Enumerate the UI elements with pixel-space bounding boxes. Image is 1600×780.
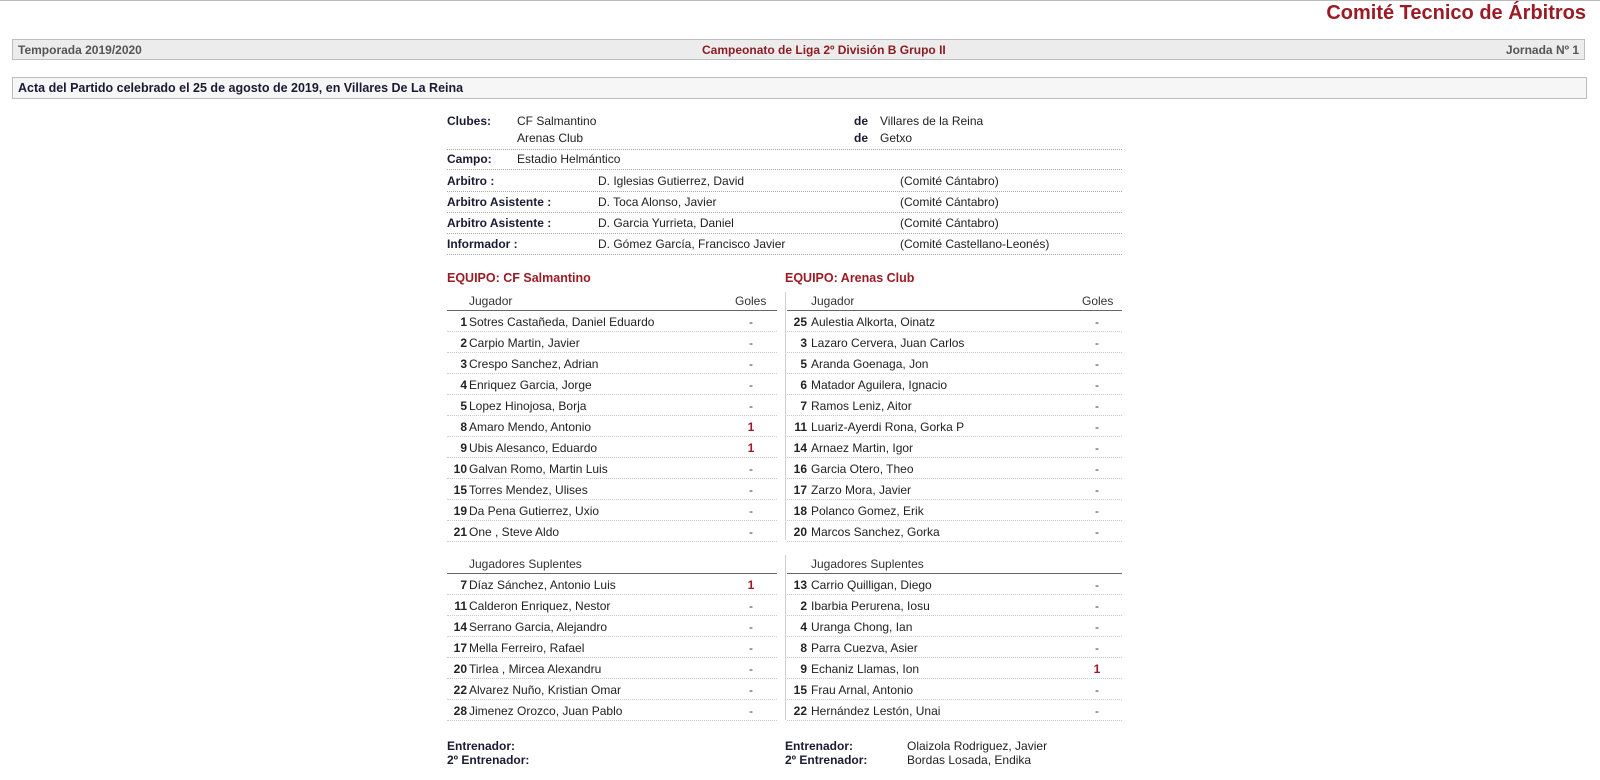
player-number: 8: [460, 420, 467, 434]
player-number: 13: [793, 578, 807, 592]
player-row: [447, 679, 777, 700]
player-name: Serrano Garcia, Alejandro: [469, 620, 608, 634]
col-player-header: Jugador: [469, 294, 513, 308]
player-goals: -: [1095, 420, 1099, 434]
acta-bar: [12, 77, 1587, 99]
home-coach-label: Entrenador:: [447, 739, 516, 753]
player-number: 4: [800, 620, 807, 634]
official-committee: (Comité Cántabro): [900, 216, 999, 230]
player-name: Tirlea , Mircea Alexandru: [469, 662, 602, 676]
player-name: Da Pena Gutierrez, Uxio: [469, 504, 600, 518]
player-goals: -: [1095, 704, 1099, 718]
col-player-header: Jugador: [811, 294, 855, 308]
player-number: 2: [800, 599, 807, 613]
season-label: Temporada 2019/2020: [18, 42, 142, 57]
player-row: [787, 700, 1122, 721]
player-row: [787, 679, 1122, 700]
player-row: [447, 500, 777, 521]
player-goals: -: [749, 336, 753, 350]
player-goals: -: [749, 378, 753, 392]
player-goals: -: [1095, 336, 1099, 350]
player-row: [447, 595, 777, 616]
player-goals: 1: [747, 420, 755, 434]
player-number: 3: [460, 357, 467, 371]
championship-label: Campeonato de Liga 2º División B Grupo II: [702, 42, 946, 57]
subs-header: Jugadores Suplentes: [811, 557, 924, 571]
player-goals: -: [1095, 641, 1099, 655]
player-name: Arnaez Martin, Igor: [811, 441, 914, 455]
player-name: Parra Cuezva, Asier: [811, 641, 918, 655]
away-subs-table: [787, 553, 1122, 721]
player-name: Carpio Martin, Javier: [469, 336, 580, 350]
player-goals: -: [1095, 315, 1099, 329]
away-coach2-value: Bordas Losada, Endika: [907, 753, 1032, 767]
away-club-city: Getxo: [880, 131, 913, 145]
player-name: Calderon Enriquez, Nestor: [469, 599, 611, 613]
player-number: 11: [454, 599, 467, 613]
player-name: Torres Mendez, Ulises: [469, 483, 588, 497]
player-number: 25: [793, 315, 807, 329]
away-club-name: Arenas Club: [517, 131, 584, 145]
official-name: D. Toca Alonso, Javier: [598, 195, 717, 209]
player-row: [787, 658, 1122, 679]
clubs-label: Clubes:: [447, 114, 492, 128]
table-header: [447, 290, 777, 311]
player-number: 11: [794, 420, 807, 434]
home-club-de-label: de: [854, 114, 869, 128]
player-goals: -: [1095, 599, 1099, 613]
player-goals: -: [749, 504, 753, 518]
player-row: [447, 574, 777, 595]
player-name: Ramos Leniz, Aitor: [811, 399, 912, 413]
player-name: Matador Aguilera, Ignacio: [811, 378, 948, 392]
player-number: 7: [800, 399, 807, 413]
official-committee: (Comité Cántabro): [900, 174, 999, 188]
player-number: 22: [453, 683, 467, 697]
player-name: Carrio Quilligan, Diego: [811, 578, 932, 592]
player-number: 6: [800, 378, 807, 392]
player-number: 5: [460, 399, 467, 413]
player-goals: -: [749, 599, 753, 613]
divider: [447, 233, 1122, 234]
away-starters-rows: [787, 311, 1122, 542]
player-name: Aulestia Alkorta, Oinatz: [811, 315, 936, 329]
player-number: 20: [453, 662, 467, 676]
player-number: 9: [800, 662, 807, 676]
column-separator: [785, 555, 786, 720]
player-name: Ubis Alesanco, Eduardo: [469, 441, 598, 455]
player-number: 17: [793, 483, 807, 497]
player-goals: -: [749, 399, 753, 413]
player-number: 18: [793, 504, 807, 518]
away-starters-table: [787, 290, 1122, 542]
player-number: 3: [800, 336, 807, 350]
player-number: 19: [453, 504, 467, 518]
player-name: Jimenez Orozco, Juan Pablo: [469, 704, 623, 718]
round-label: Jornada Nº 1: [1505, 42, 1579, 57]
player-goals: -: [1095, 620, 1099, 634]
player-name: Frau Arnal, Antonio: [811, 683, 914, 697]
player-name: Polanco Gomez, Erik: [811, 504, 924, 518]
player-row: [787, 595, 1122, 616]
player-row: [787, 353, 1122, 374]
player-row: [447, 374, 777, 395]
home-starters-table: [447, 290, 777, 542]
away-coach-value: Olaizola Rodriguez, Javier: [907, 739, 1048, 753]
player-row: [787, 479, 1122, 500]
home-club-city: Villares de la Reina: [880, 114, 984, 128]
player-goals: -: [749, 315, 753, 329]
player-number: 2: [460, 336, 467, 350]
player-name: One , Steve Aldo: [469, 525, 560, 539]
player-row: [787, 416, 1122, 437]
player-row: [787, 395, 1122, 416]
player-row: [447, 479, 777, 500]
player-name: Aranda Goenaga, Jon: [811, 357, 929, 371]
player-name: Amaro Mendo, Antonio: [469, 420, 592, 434]
official-committee: (Comité Castellano-Leonés): [900, 237, 1050, 251]
player-row: [787, 616, 1122, 637]
away-team-header: EQUIPO: Arenas Club: [785, 271, 915, 285]
player-row: [787, 311, 1122, 332]
player-goals: -: [1095, 683, 1099, 697]
player-name: Lopez Hinojosa, Borja: [469, 399, 587, 413]
home-starters-rows: [447, 311, 777, 542]
acta-text: Acta del Partido celebrado el 25 de agosto de 2019, en Villares De La Reina: [18, 81, 464, 95]
player-number: 22: [793, 704, 807, 718]
divider: [447, 254, 1122, 255]
player-number: 20: [793, 525, 807, 539]
player-goals: -: [1095, 399, 1099, 413]
player-row: [447, 416, 777, 437]
player-name: Galvan Romo, Martin Luis: [469, 462, 608, 476]
official-name: D. Gómez García, Francisco Javier: [598, 237, 786, 251]
away-coach2-label: 2º Entrenador:: [785, 753, 868, 767]
player-row: [447, 395, 777, 416]
home-team-header: EQUIPO: CF Salmantino: [447, 271, 591, 285]
col-goals-header: Goles: [735, 294, 767, 308]
home-subs-table: [447, 553, 777, 721]
player-number: 5: [800, 357, 807, 371]
player-goals: -: [1095, 525, 1099, 539]
away-subs-rows: [787, 574, 1122, 721]
player-goals: 1: [747, 441, 755, 455]
player-name: Marcos Sanchez, Gorka: [811, 525, 940, 539]
player-name: Zarzo Mora, Javier: [811, 483, 912, 497]
player-name: Garcia Otero, Theo: [811, 462, 914, 476]
player-goals: -: [1095, 357, 1099, 371]
player-goals: -: [1095, 504, 1099, 518]
player-name: Alvarez Nuño, Kristian Omar: [469, 683, 622, 697]
player-name: Mella Ferreiro, Rafael: [469, 641, 585, 655]
player-goals: -: [749, 357, 753, 371]
player-row: [787, 574, 1122, 595]
campo-label: Campo:: [447, 152, 492, 166]
home-club-name: CF Salmantino: [517, 114, 597, 128]
player-row: [447, 700, 777, 721]
player-number: 21: [453, 525, 467, 539]
player-row: [447, 521, 777, 542]
player-name: Crespo Sanchez, Adrian: [469, 357, 599, 371]
player-number: 7: [460, 578, 467, 592]
player-name: Díaz Sánchez, Antonio Luis: [469, 578, 616, 592]
player-goals: -: [749, 620, 753, 634]
away-coach-label: Entrenador:: [785, 739, 854, 753]
player-row: [787, 521, 1122, 542]
away-club-de-label: de: [854, 131, 869, 145]
subs-header: Jugadores Suplentes: [469, 557, 582, 571]
player-goals: -: [749, 483, 753, 497]
official-role: Arbitro :: [447, 174, 495, 188]
player-number: 9: [460, 441, 467, 455]
player-number: 16: [793, 462, 807, 476]
table-header: [787, 290, 1122, 311]
player-row: [447, 458, 777, 479]
divider: [447, 169, 1122, 170]
player-goals: -: [749, 462, 753, 476]
official-role: Arbitro Asistente :: [447, 195, 552, 209]
divider: [447, 149, 1122, 150]
player-name: Ibarbia Perurena, Iosu: [811, 599, 930, 613]
official-role: Informador :: [447, 237, 518, 251]
player-number: 1: [460, 315, 467, 329]
player-row: [787, 374, 1122, 395]
column-separator: [785, 292, 786, 540]
player-goals: -: [749, 525, 753, 539]
player-goals: -: [1095, 483, 1099, 497]
player-number: 15: [793, 683, 807, 697]
home-subs-rows: [447, 574, 777, 721]
col-goals-header: Goles: [1082, 294, 1114, 308]
table-header: [787, 553, 1122, 574]
player-goals: 1: [1093, 662, 1101, 676]
page-title: Comité Tecnico de Árbitros: [1326, 2, 1586, 24]
official-name: D. Iglesias Gutierrez, David: [598, 174, 745, 188]
player-goals: -: [1095, 378, 1099, 392]
player-row: [447, 437, 777, 458]
player-number: 14: [453, 620, 467, 634]
player-number: 28: [453, 704, 467, 718]
player-name: Luariz-Ayerdi Rona, Gorka P: [811, 420, 965, 434]
home-coach2-label: 2º Entrenador:: [447, 753, 530, 767]
player-goals: -: [1095, 441, 1099, 455]
player-row: [447, 353, 777, 374]
table-header: [447, 553, 777, 574]
player-row: [447, 637, 777, 658]
player-row: [447, 616, 777, 637]
official-name: D. Garcia Yurrieta, Daniel: [598, 216, 734, 230]
divider: [447, 212, 1122, 213]
official-committee: (Comité Cántabro): [900, 195, 999, 209]
player-goals: -: [749, 641, 753, 655]
player-name: Echaniz Llamas, Ion: [811, 662, 920, 676]
player-goals: 1: [747, 578, 755, 592]
player-goals: -: [749, 662, 753, 676]
player-number: 15: [453, 483, 467, 497]
player-row: [787, 637, 1122, 658]
player-number: 14: [793, 441, 807, 455]
player-row: [787, 500, 1122, 521]
player-row: [787, 332, 1122, 353]
divider: [447, 191, 1122, 192]
player-number: 17: [453, 641, 467, 655]
player-name: Uranga Chong, Ian: [811, 620, 913, 634]
player-number: 8: [800, 641, 807, 655]
player-row: [447, 332, 777, 353]
player-row: [447, 311, 777, 332]
player-name: Lazaro Cervera, Juan Carlos: [811, 336, 965, 350]
player-goals: -: [749, 683, 753, 697]
official-role: Arbitro Asistente :: [447, 216, 552, 230]
player-row: [787, 437, 1122, 458]
player-row: [447, 658, 777, 679]
player-goals: -: [1095, 578, 1099, 592]
player-name: Hernández Lestón, Unai: [811, 704, 941, 718]
player-number: 4: [460, 378, 467, 392]
player-name: Sotres Castañeda, Daniel Eduardo: [469, 315, 655, 329]
player-name: Enriquez Garcia, Jorge: [469, 378, 592, 392]
season-bar: [12, 39, 1585, 60]
player-row: [787, 458, 1122, 479]
top-border: [0, 0, 1600, 1]
player-goals: -: [749, 704, 753, 718]
player-goals: -: [1095, 462, 1099, 476]
campo-value: Estadio Helmántico: [517, 152, 621, 166]
player-number: 10: [453, 462, 467, 476]
